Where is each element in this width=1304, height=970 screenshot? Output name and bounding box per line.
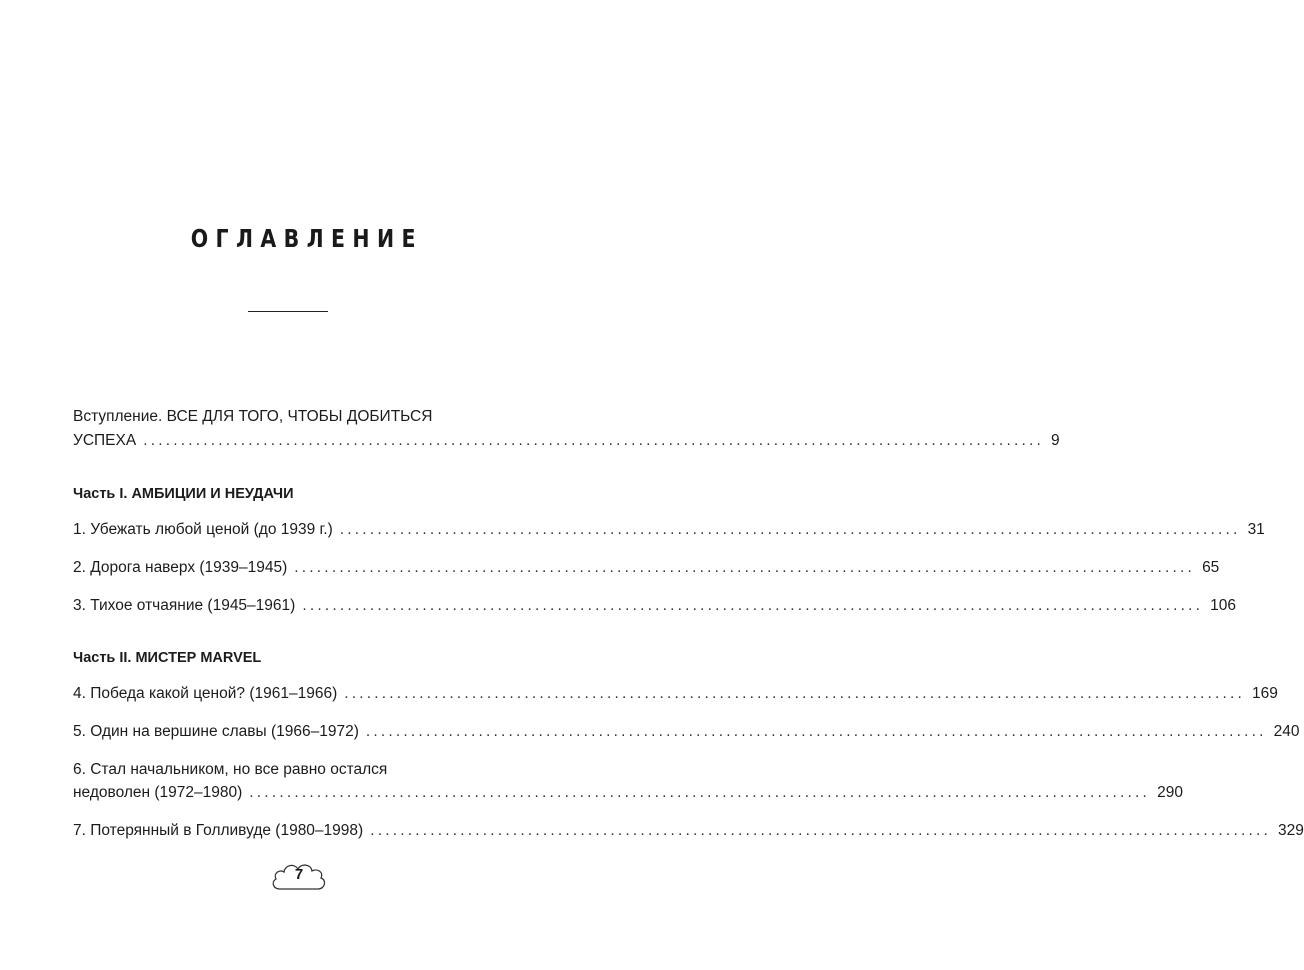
part-heading: Часть I. АМБИЦИИ И НЕУДАЧИ (73, 486, 294, 502)
page-number: 329 (1277, 822, 1304, 839)
page-number-footer: 7 (294, 866, 304, 883)
chapter-title: 7. Потерянный в Голливуде (1980–1998) (73, 822, 364, 839)
chapter-title: 2. Дорога наверх (1939–1945) (73, 559, 288, 576)
intro-title-line1: Вступление. ВСЕ ДЛЯ ТОГО, ЧТОБЫ ДОБИТЬСЯ (73, 408, 433, 425)
page-number: 290 (1157, 784, 1183, 801)
page-number: 65 (1202, 559, 1220, 576)
page-number: 9 (1050, 432, 1060, 449)
page-number: 169 (1252, 685, 1278, 702)
title-divider (248, 311, 328, 312)
chapter-title: 5. Один на вершине славы (1966–1972) (73, 723, 359, 740)
page-number: 240 (1273, 723, 1300, 740)
dot-leader: ........................................................................................................................ (339, 521, 1241, 538)
chapter-title: 4. Победа какой ценой? (1961–1966) (73, 685, 338, 702)
dot-leader: ........................................................................................................................ (370, 822, 1271, 839)
dot-leader: ........................................................................................................................ (302, 597, 1204, 614)
part-heading: Часть II. МИСТЕР MARVEL (73, 650, 262, 666)
toc-entry[interactable] (73, 683, 1278, 705)
toc-entry[interactable] (73, 782, 1183, 804)
page-title: ОГЛАВЛЕНИЕ (190, 224, 423, 253)
dot-leader: ........................................................................................................................ (294, 559, 1196, 576)
chapter-title: 1. Убежать любой ценой (до 1939 г.) (73, 521, 333, 538)
chapter-title: 3. Тихое отчаяние (1945–1961) (73, 597, 296, 614)
dot-leader: ........................................................................................................................ (143, 432, 1044, 449)
page-number: 106 (1210, 597, 1236, 614)
dot-leader: ........................................................................................................................ (249, 784, 1151, 801)
page-footer (268, 858, 330, 896)
toc-entry[interactable] (73, 820, 1304, 842)
chapter-title-line1: 6. Стал начальником, но все равно остался (73, 761, 388, 778)
toc-entry[interactable] (73, 721, 1300, 743)
page-number: 31 (1247, 521, 1265, 538)
intro-title-line2: УСПЕХА (73, 432, 137, 449)
toc-entry[interactable] (73, 519, 1265, 541)
dot-leader: ........................................................................................................................ (344, 685, 1246, 702)
chapter-title: недоволен (1972–1980) (73, 784, 243, 801)
dot-leader: ........................................................................................................................ (365, 723, 1267, 740)
toc-entry-intro[interactable] (73, 430, 1060, 452)
toc-entry[interactable] (73, 557, 1220, 579)
toc-entry[interactable] (73, 595, 1236, 617)
